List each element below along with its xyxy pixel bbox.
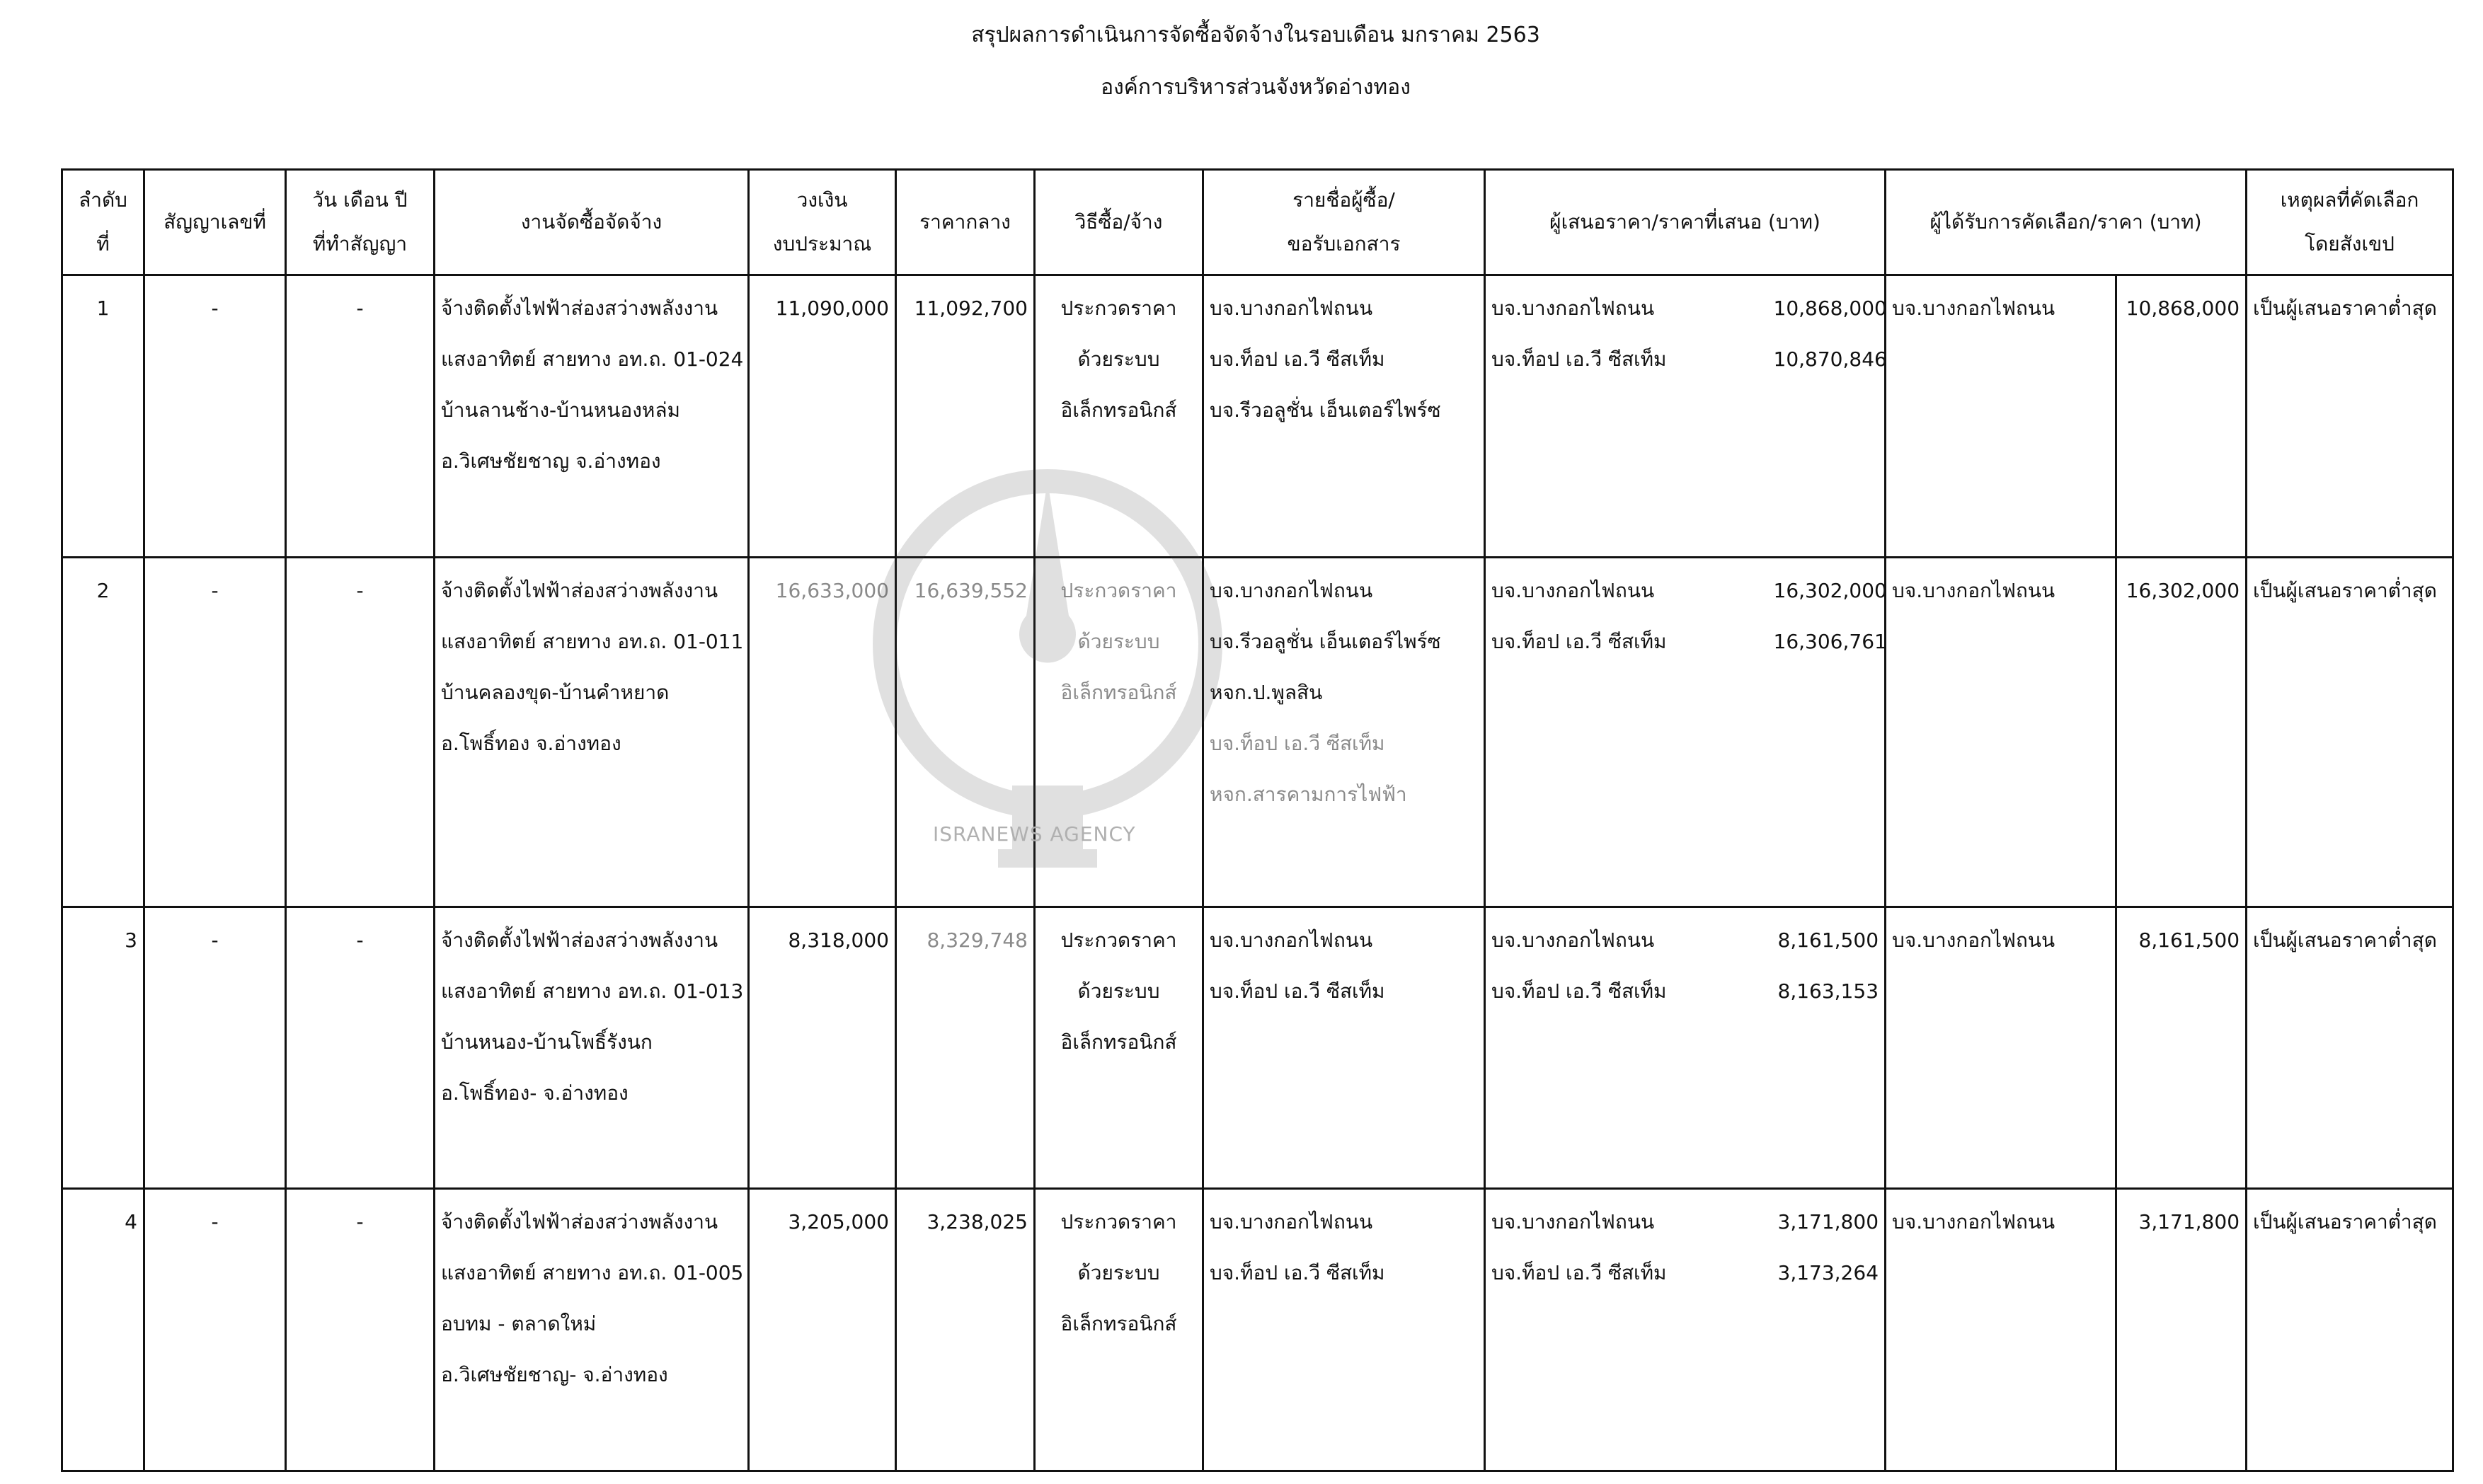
header-bidders: ผู้เสนอราคา/ราคาที่เสนอ (บาท) bbox=[1485, 170, 1886, 275]
table-row bbox=[62, 1189, 2453, 1471]
row-method: ประกวดราคา ด้วยระบบ อิเล็กทรอนิกส์ bbox=[1035, 557, 1203, 907]
row-work: จ้างติดตั้งไฟฟ้าส่องสว่างพลังงาน แสงอาทิตย์ สายทาง อท.ถ. 01-024 บ้านลานช้าง-บ้านหนองหล่ม อ.วิเศษชัยชาญ จ.อ่างทอง bbox=[435, 275, 749, 558]
row-work: จ้างติดตั้งไฟฟ้าส่องสว่างพลังงาน แสงอาทิตย์ สายทาง อท.ถ. 01-011 บ้านคลองขุด-บ้านคำหยาด อ.โพธิ์ทอง จ.อ่างทอง bbox=[435, 557, 749, 907]
row-buyers: บจ.บางกอกไฟถนน บจ.ท็อป เอ.วี ซีสเท็ม bbox=[1203, 1189, 1485, 1471]
row-contract: - bbox=[144, 907, 286, 1189]
row-bidder-names: บจ.บางกอกไฟถนน บจ.ท็อป เอ.วี ซีสเท็ม bbox=[1485, 557, 1768, 907]
row-winner-price: 8,161,500 bbox=[2116, 907, 2247, 1189]
row-bidder-names: บจ.บางกอกไฟถนน บจ.ท็อป เอ.วี ซีสเท็ม bbox=[1485, 907, 1768, 1189]
row-reason: เป็นผู้เสนอราคาต่ำสุด bbox=[2247, 557, 2453, 907]
header-date: วัน เดือน ปี ที่ทำสัญญา bbox=[286, 170, 435, 275]
row-reason: เป็นผู้เสนอราคาต่ำสุด bbox=[2247, 1189, 2453, 1471]
row-budget: 16,633,000 bbox=[749, 557, 896, 907]
row-no: 3 bbox=[62, 907, 144, 1189]
row-no: 1 bbox=[62, 275, 144, 558]
row-no: 2 bbox=[62, 557, 144, 907]
row-date: - bbox=[286, 557, 435, 907]
row-method: ประกวดราคา ด้วยระบบ อิเล็กทรอนิกส์ bbox=[1035, 275, 1203, 558]
row-buyers: บจ.บางกอกไฟถนน บจ.รีวอลูชั่น เอ็นเตอร์ไพร์ซ หจก.ป.พูลสิน บจ.ท็อป เอ.วี ซีสเท็ม หจก.สารคามการไฟฟ้า bbox=[1203, 557, 1485, 907]
row-contract: - bbox=[144, 557, 286, 907]
table-header-row bbox=[62, 170, 2453, 275]
row-budget: 3,205,000 bbox=[749, 1189, 896, 1471]
row-median: 16,639,552 bbox=[896, 557, 1035, 907]
row-method: ประกวดราคา ด้วยระบบ อิเล็กทรอนิกส์ bbox=[1035, 907, 1203, 1189]
header-winner: ผู้ได้รับการคัดเลือก/ราคา (บาท) bbox=[1886, 170, 2247, 275]
row-bidder-prices: 8,161,500 8,163,153 bbox=[1768, 907, 1886, 1189]
row-date: - bbox=[286, 275, 435, 558]
row-bidder-names: บจ.บางกอกไฟถนน บจ.ท็อป เอ.วี ซีสเท็ม bbox=[1485, 1189, 1768, 1471]
row-no: 4 bbox=[62, 1189, 144, 1471]
organization-name: องค์การบริหารส่วนจังหวัดอ่างทอง bbox=[1101, 75, 1411, 100]
row-winner-name: บจ.บางกอกไฟถนน bbox=[1886, 275, 2116, 558]
table-row bbox=[62, 557, 2453, 907]
row-contract: - bbox=[144, 275, 286, 558]
header-contract: สัญญาเลขที่ bbox=[144, 170, 286, 275]
row-budget: 8,318,000 bbox=[749, 907, 896, 1189]
row-winner-name: บจ.บางกอกไฟถนน bbox=[1886, 907, 2116, 1189]
table-row bbox=[62, 275, 2453, 558]
page-title: สรุปผลการดำเนินการจัดซื้อจัดจ้างในรอบเดือน มกราคม 2563 bbox=[971, 23, 1540, 47]
row-median: 3,238,025 bbox=[896, 1189, 1035, 1471]
header-budget: วงเงิน งบประมาณ bbox=[749, 170, 896, 275]
header-no: ลำดับ ที่ bbox=[62, 170, 144, 275]
row-bidder-prices: 16,302,000 16,306,761 bbox=[1768, 557, 1886, 907]
row-bidder-names: บจ.บางกอกไฟถนน บจ.ท็อป เอ.วี ซีสเท็ม bbox=[1485, 275, 1768, 558]
header-method: วิธีซื้อ/จ้าง bbox=[1035, 170, 1203, 275]
table-row bbox=[62, 907, 2453, 1189]
row-method: ประกวดราคา ด้วยระบบ อิเล็กทรอนิกส์ bbox=[1035, 1189, 1203, 1471]
header-reason: เหตุผลที่คัดเลือก โดยสังเขป bbox=[2247, 170, 2453, 275]
row-median: 11,092,700 bbox=[896, 275, 1035, 558]
header-median: ราคากลาง bbox=[896, 170, 1035, 275]
row-reason: เป็นผู้เสนอราคาต่ำสุด bbox=[2247, 275, 2453, 558]
row-bidder-prices: 3,171,800 3,173,264 bbox=[1768, 1189, 1886, 1471]
row-bidder-prices: 10,868,000 10,870,846 bbox=[1768, 275, 1886, 558]
watermark-text: ISRANEWS AGENCY bbox=[933, 822, 1136, 846]
row-work: จ้างติดตั้งไฟฟ้าส่องสว่างพลังงาน แสงอาทิตย์ สายทาง อท.ถ. 01-013 บ้านหนอง-บ้านโพธิ์รังนก อ.โพธิ์ทอง- จ.อ่างทอง bbox=[435, 907, 749, 1189]
row-contract: - bbox=[144, 1189, 286, 1471]
header-work: งานจัดซื้อจัดจ้าง bbox=[435, 170, 749, 275]
row-buyers: บจ.บางกอกไฟถนน บจ.ท็อป เอ.วี ซีสเท็ม bbox=[1203, 907, 1485, 1189]
row-winner-name: บจ.บางกอกไฟถนน bbox=[1886, 557, 2116, 907]
header-buyers: รายชื่อผู้ซื้อ/ ขอรับเอกสาร bbox=[1203, 170, 1485, 275]
row-work: จ้างติดตั้งไฟฟ้าส่องสว่างพลังงาน แสงอาทิตย์ สายทาง อท.ถ. 01-005 อบทม - ตลาดใหม่ อ.วิเศษชัยชาญ- จ.อ่างทอง bbox=[435, 1189, 749, 1471]
row-winner-name: บจ.บางกอกไฟถนน bbox=[1886, 1189, 2116, 1471]
row-date: - bbox=[286, 1189, 435, 1471]
procurement-table bbox=[61, 168, 2454, 1472]
row-winner-price: 3,171,800 bbox=[2116, 1189, 2247, 1471]
row-reason: เป็นผู้เสนอราคาต่ำสุด bbox=[2247, 907, 2453, 1189]
row-buyers: บจ.บางกอกไฟถนน บจ.ท็อป เอ.วี ซีสเท็ม บจ.รีวอลูชั่น เอ็นเตอร์ไพร์ซ bbox=[1203, 275, 1485, 558]
row-winner-price: 16,302,000 bbox=[2116, 557, 2247, 907]
row-median: 8,329,748 bbox=[896, 907, 1035, 1189]
row-date: - bbox=[286, 907, 435, 1189]
row-budget: 11,090,000 bbox=[749, 275, 896, 558]
row-winner-price: 10,868,000 bbox=[2116, 275, 2247, 558]
